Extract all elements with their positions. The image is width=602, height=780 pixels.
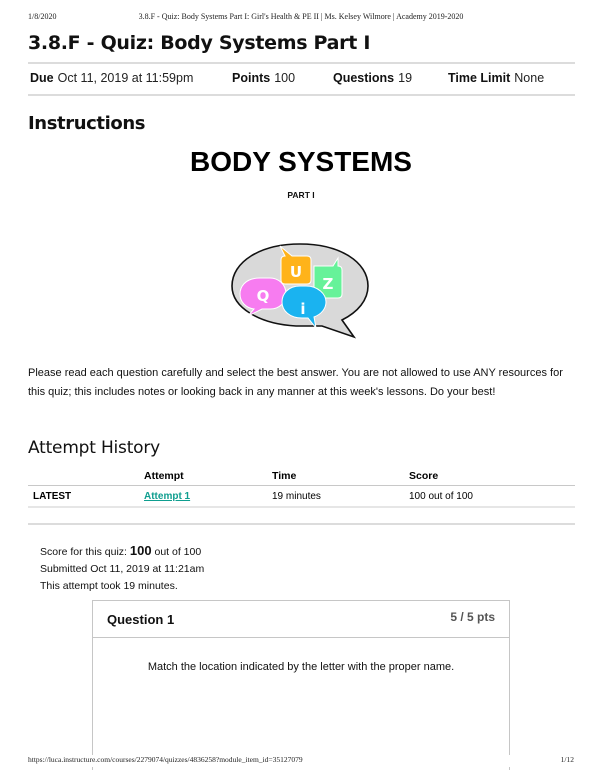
- column-header-score: Score: [409, 470, 439, 482]
- due-meta: [30, 71, 193, 85]
- attempt-history-table: [28, 466, 575, 508]
- instructions-body: Please read each question carefully and select the best answer. You are not allowed to use ANY resources for this quiz; this includes notes or looking back in any manner at this week's lessons. Do your best!: [28, 367, 563, 398]
- svg-text:Z: Z: [322, 275, 334, 293]
- banner-subtitle: PART I: [287, 190, 315, 200]
- points-label: Points: [232, 71, 271, 85]
- questions-label: Questions: [333, 71, 395, 85]
- svg-text:Q: Q: [256, 287, 270, 305]
- time-limit-label: Time Limit: [448, 71, 511, 85]
- column-header-attempt: Attempt: [144, 470, 184, 482]
- divider: [28, 523, 575, 525]
- question-text: Match the location indicated by the letter with the proper name.: [147, 661, 455, 673]
- divider: [28, 62, 575, 64]
- attempt-time: 19 minutes: [272, 491, 321, 502]
- print-header: [28, 12, 574, 24]
- due-value: Oct 11, 2019 at 11:59pm: [57, 71, 194, 85]
- instructions-heading: Instructions: [28, 113, 146, 134]
- latest-label: LATEST: [33, 491, 72, 502]
- page-number: 1/12: [560, 755, 574, 764]
- attempt-history-heading: Attempt History: [28, 438, 161, 458]
- points-value: 100: [274, 71, 296, 85]
- table-row: [28, 486, 575, 508]
- print-url: https://lucа.instructure.com/courses/2279074/quizzes/4836258?module_item_id=35127079: [28, 755, 303, 764]
- print-page-title: 3.8.F - Quiz: Body Systems Part I: Girl's Health & PE II | Ms. Kelsey Wilmore | Academy 2019-2020: [138, 12, 464, 21]
- time-limit-meta: [448, 71, 544, 85]
- svg-text:i: i: [300, 300, 306, 318]
- time-limit-value: None: [514, 71, 545, 85]
- quiz-speech-bubbles-icon: [230, 236, 370, 340]
- question-title: Question 1: [107, 612, 175, 627]
- attempt-summary: [40, 542, 204, 595]
- attempt-1-link[interactable]: Attempt 1: [144, 491, 191, 502]
- print-date: 1/8/2020: [28, 12, 57, 21]
- attempt-score: 100 out of 100: [409, 491, 473, 502]
- duration-line: This attempt took 19 minutes.: [40, 580, 178, 592]
- score-suffix: out of 100: [151, 546, 202, 558]
- question-header: [93, 601, 509, 638]
- questions-meta: [333, 71, 412, 85]
- score-line: [40, 542, 204, 561]
- divider: [28, 94, 575, 96]
- submitted-line: Submitted Oct 11, 2019 at 11:21am: [40, 563, 205, 575]
- print-footer: [28, 755, 574, 767]
- question-points: 5 / 5 pts: [450, 610, 495, 624]
- table-header: [28, 466, 575, 486]
- column-header-time: Time: [272, 470, 297, 482]
- page-title: 3.8.F - Quiz: Body Systems Part I: [28, 32, 371, 54]
- question-card: [92, 600, 510, 770]
- score-value: 100: [129, 543, 152, 558]
- points-meta: [232, 71, 295, 85]
- banner-title: BODY SYSTEMS: [190, 146, 412, 177]
- questions-value: 19: [398, 71, 413, 85]
- svg-text:U: U: [289, 263, 303, 281]
- due-label: Due: [30, 71, 54, 85]
- score-prefix: Score for this quiz:: [40, 546, 130, 558]
